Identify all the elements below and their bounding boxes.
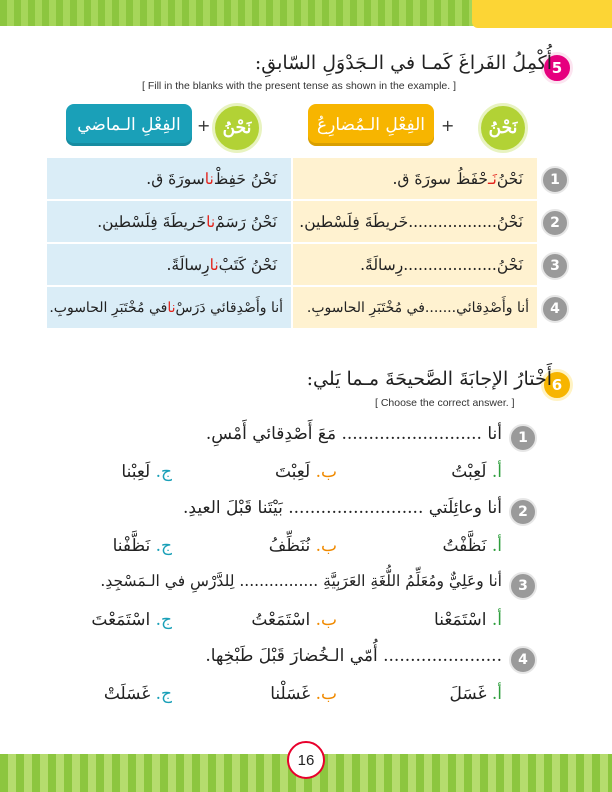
section-5-title: أُكْمِلُ الفَراغَ كَمـا في الـجَدْوَلِ السّابقِ:: [254, 52, 552, 74]
section-6-number: 6: [541, 369, 573, 401]
past-cell: نَحْنُ رَسَمْ نا خَريطَةَ فِلَسْطين.: [47, 201, 291, 242]
question-number: 3: [509, 572, 537, 600]
plus-sign: +: [197, 116, 211, 135]
option-c[interactable]: ج. اسْتَمَعْتَ: [91, 610, 172, 630]
answer-blank[interactable]: ..................: [408, 212, 497, 231]
row-number: 1: [541, 166, 569, 194]
past-cell: نَحْنُ كَتَبْ نا رِسالَةً.: [47, 244, 291, 285]
present-cell: نَحْنُ ................... رِسالَةً.: [293, 244, 537, 285]
answer-blank[interactable]: .........................: [288, 498, 424, 518]
question-sentence: ...................... أُمّي الـخُضارَ قَبْلَ طَبْخِها.: [205, 646, 502, 666]
answer-blank[interactable]: .......: [424, 299, 457, 316]
past-tense-header: الفِعْلِ الـماضي: [66, 104, 192, 146]
row-number: 4: [541, 295, 569, 323]
present-cell: نَحْنُ نَـ حْفَظُ سورَةَ ق.: [293, 158, 537, 199]
option-b[interactable]: ب. اسْتَمَعْتُ: [251, 610, 337, 630]
present-cell: نَحْنُ .................. خَريطَةَ فِلَسْطين.: [293, 201, 537, 242]
question-sentence: أنا وعَلِيٌّ ومُعَلِّمُ اللُّغَةِ العَرَبِيَّةِ ................ لِلدَّرْسِ في الـمَسْجِدِ.: [100, 572, 502, 590]
row-number: 3: [541, 252, 569, 280]
option-c[interactable]: ج. لَعِبْنا: [121, 462, 172, 482]
option-b[interactable]: ب. نُنَظِّفُ: [268, 536, 337, 556]
answer-blank[interactable]: ..........................: [341, 424, 482, 444]
question-number: 1: [509, 424, 537, 452]
question-number: 2: [509, 498, 537, 526]
option-c[interactable]: ج. نَظَّفْنا: [112, 536, 172, 556]
pronoun-badge-past: نَحْنُ: [212, 103, 262, 153]
option-b[interactable]: ب. غَسَلْنا: [270, 684, 337, 704]
answer-blank[interactable]: ...................: [403, 255, 497, 274]
question-sentence: أنا .......................... مَعَ أَصْدِقائي أَمْسِ.: [205, 424, 502, 444]
section-5-number: 5: [541, 52, 573, 84]
option-a[interactable]: أ. غَسَلَ: [449, 684, 502, 704]
page-number: 16: [287, 741, 325, 779]
past-cell: أنا وأَصْدِقائي دَرَسْ نا في مُخْتَبَرِ الحاسوبِ.: [47, 287, 291, 328]
question-sentence: أنا وعائِلَتي ......................... بَيْتَنا قَبْلَ العيدِ.: [183, 498, 502, 518]
section-5-instruction: [ Fill in the blanks with the present tense as shown in the example. ]: [142, 80, 457, 92]
top-corner-tab: [472, 0, 612, 28]
option-a[interactable]: أ. اسْتَمَعْنا: [434, 610, 502, 630]
present-cell: أنا وأَصْدِقائي ....... في مُخْتَبَرِ الحاسوبِ.: [293, 287, 537, 328]
answer-blank[interactable]: ......................: [383, 646, 502, 666]
section-6-instruction: [ Choose the correct answer. ]: [375, 397, 515, 409]
option-a[interactable]: أ. نَظَّفْتُ: [442, 536, 502, 556]
section-6-title: أَخْتارُ الإجابَةَ الصَّحيحَةَ مـما يَلي:: [306, 368, 552, 390]
option-b[interactable]: ب. لَعِبْتَ: [274, 462, 337, 482]
present-tense-header: الفِعْلِ الـمُضارِعُ: [308, 104, 434, 146]
plus-sign: +: [441, 116, 455, 135]
option-a[interactable]: أ. لَعِبْتُ: [451, 462, 502, 482]
option-c[interactable]: ج. غَسَلَتْ: [103, 684, 172, 704]
answer-blank[interactable]: ................: [239, 572, 319, 590]
pronoun-badge-present: نَحْنُ: [478, 103, 528, 153]
question-number: 4: [509, 646, 537, 674]
row-number: 2: [541, 209, 569, 237]
past-cell: نَحْنُ حَفِظْ نا سورَةَ ق.: [47, 158, 291, 199]
